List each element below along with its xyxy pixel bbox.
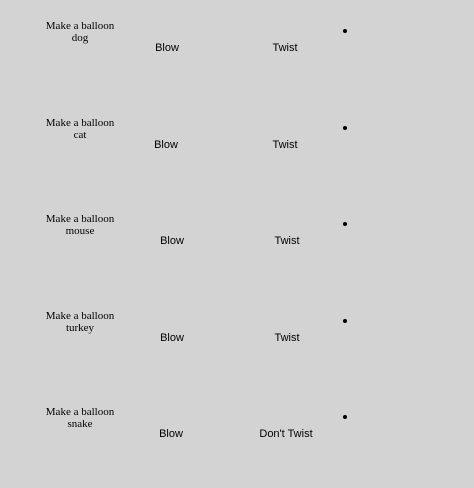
bullet-icon bbox=[343, 415, 347, 419]
bullet-icon bbox=[343, 222, 347, 226]
twist-button[interactable]: Twist bbox=[274, 235, 300, 247]
task-row-snake bbox=[0, 392, 474, 488]
bullet-icon bbox=[343, 319, 347, 323]
twist-button[interactable]: Twist bbox=[272, 42, 298, 54]
bullet-icon bbox=[343, 126, 347, 130]
task-label: Make a balloon snake bbox=[45, 406, 115, 430]
twist-button[interactable]: Twist bbox=[274, 332, 300, 344]
blow-button[interactable]: Blow bbox=[160, 235, 184, 247]
task-row-cat bbox=[0, 103, 474, 199]
task-row-dog bbox=[0, 6, 474, 102]
dont-twist-button[interactable]: Don't Twist bbox=[259, 428, 313, 440]
blow-button[interactable]: Blow bbox=[160, 332, 184, 344]
task-label: Make a balloon cat bbox=[45, 117, 115, 141]
task-row-turkey bbox=[0, 296, 474, 392]
twist-button[interactable]: Twist bbox=[272, 139, 298, 151]
blow-button[interactable]: Blow bbox=[159, 428, 183, 440]
blow-button[interactable]: Blow bbox=[155, 42, 179, 54]
task-row-mouse bbox=[0, 199, 474, 295]
task-label: Make a balloon mouse bbox=[45, 213, 115, 237]
task-label: Make a balloon dog bbox=[45, 20, 115, 44]
bullet-icon bbox=[343, 29, 347, 33]
task-label: Make a balloon turkey bbox=[45, 310, 115, 334]
blow-button[interactable]: Blow bbox=[154, 139, 178, 151]
